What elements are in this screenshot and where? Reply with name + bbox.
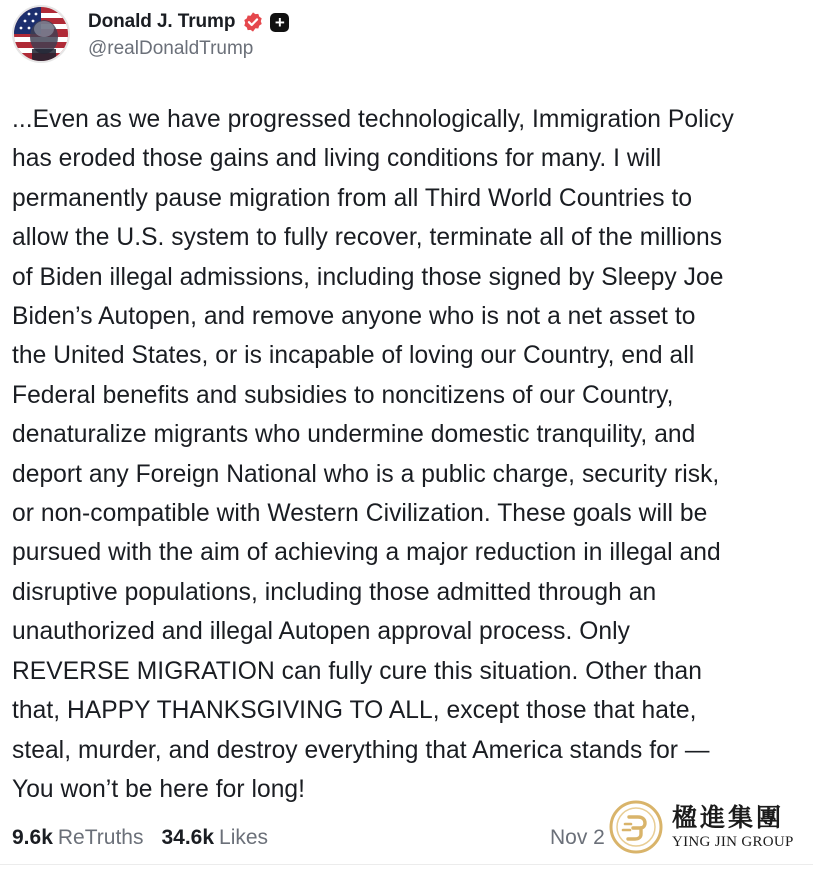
verified-badge-icon bbox=[242, 11, 264, 33]
post-date[interactable]: Nov 2 bbox=[550, 826, 605, 849]
retruths-count: 9.6k bbox=[12, 826, 53, 849]
yingjin-logo-icon bbox=[608, 799, 664, 855]
post-header bbox=[12, 4, 289, 64]
author-handle[interactable]: @realDonaldTrump bbox=[88, 38, 254, 59]
avatar-image bbox=[14, 7, 68, 61]
avatar[interactable] bbox=[12, 5, 70, 63]
retruths-stat[interactable] bbox=[12, 826, 143, 850]
watermark-english: YING JIN GROUP bbox=[672, 834, 794, 850]
watermark-chinese: 楹進集團 bbox=[672, 803, 785, 832]
plus-badge-icon: + bbox=[270, 13, 289, 32]
display-name[interactable]: Donald J. Trump bbox=[88, 11, 236, 32]
divider bbox=[0, 864, 813, 865]
post-text: ...Even as we have progressed technologically, Immigration Policy has eroded those gains and living conditions for many. I will permanently pause migration from all Third World Countries to allow the U.S. system to fully recover, terminate all of the millions of Biden illegal admissions, including those signed by Sleepy Joe Biden’s Autopen, and remove anyone who is not a net asset to the United States, or is incapable of loving our Country, end all Federal benefits and subsidies to noncitizens of our Country, denaturalize migrants who undermine domestic tranquility, and deport any Foreign National who is a public charge, security risk, or non-compatible with Western Civilization. These goals will be pursued with the aim of achieving a major reduction in illegal and disruptive populations, including those admitted through an unauthorized and illegal Autopen approval process. Only REVERSE MIGRATION can fully cure this situation. Other than that, HAPPY THANKSGIVING TO ALL, except those that hate, steal, murder, and destroy everything that America stands for — You won’t be here for long! bbox=[12, 106, 734, 803]
likes-label: Likes bbox=[219, 826, 269, 849]
likes-stat[interactable] bbox=[161, 826, 268, 850]
likes-count: 34.6k bbox=[161, 826, 215, 849]
watermark bbox=[606, 796, 813, 858]
retruths-label: ReTruths bbox=[57, 826, 144, 849]
